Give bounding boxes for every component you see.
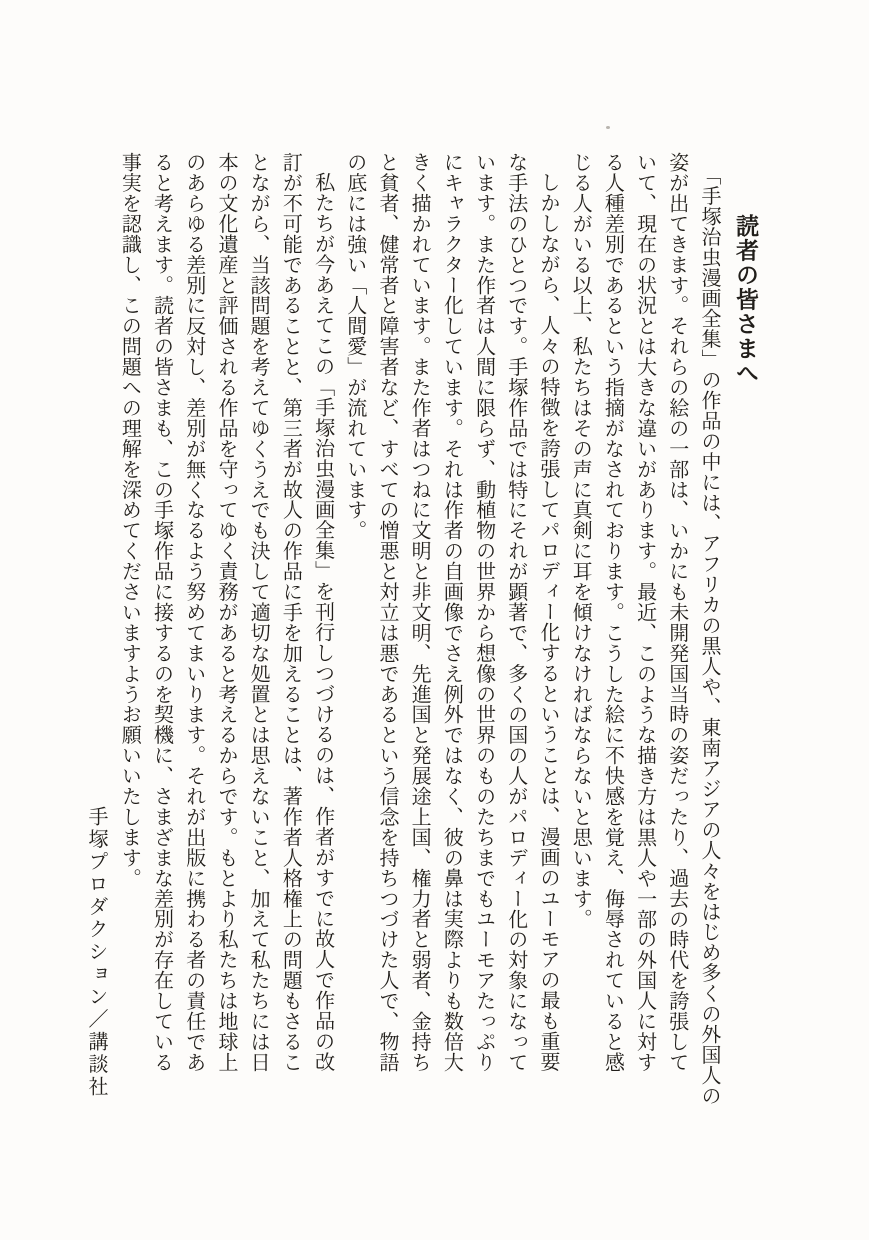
text-column: な手法のひとつです。手塚作品では特にそれが顕著で、多くの国の人がパロディー化の対象になって [504,152,527,1073]
text-column: と貧者、健常者と障害者など、すべての憎悪と対立は悪であるという信念を持ちつづけた人で、物語 [375,152,398,1073]
scan-speck [606,126,610,129]
text-column: ると考えます。読者の皆さまも、この手塚作品に接するのを契機に、さまざまな差別が存在している [150,152,173,1073]
text-column: る人種差別であるという指摘がなされております。こうした絵に不快感を覚え、侮辱されていると感 [601,152,624,1073]
text-column: にキャラクター化しています。それは作者の自画像でさえ例外ではなく、彼の鼻は実際よりも数倍大 [440,152,463,1073]
text-column: 私たちが今あえてこの「手塚治虫漫画全集」を刊行しつづけるのは、作者がすでに故人で作品の改 [311,172,334,1072]
text-column: しかしながら、人々の特徴を誇張してパロディー化するということは、漫画のユーモアの最も重要 [536,172,559,1072]
text-column: 訂が不可能であることと、第三者が故人の作品に手を加えることは、著作者人格権上の問題もさるこ [279,152,302,1073]
vertical-text-block [113,152,766,1106]
text-column: 本の文化遺産と評価される作品を守ってゆく責務があると考えるからです。もとより私たちは地球上 [214,152,237,1073]
text-column: 事実を認識し、この問題への理解を深めてくださいますようお願いいたします。 [118,152,141,889]
publisher-signature: 手塚プロダクション／講談社 [85,806,107,1099]
page-title: 読者の皆さまへ [733,214,758,386]
text-column: 「手塚治虫漫画全集」の作品の中には、アフリカの黒人や、東南アジアの人々をはじめ多くの外国人の [698,165,720,1106]
text-column: の底には強い「人間愛」が流れています。 [343,152,366,541]
text-column: 姿が出てきます。それらの絵の一部は、いかにも未開発国当時の姿だったり、過去の時代を誇張して [665,152,688,1073]
text-column: います。また作者は人間に限らず、動植物の世界から想像の世界のものたちまでもユーモアたっぷり [472,152,495,1073]
text-column: いて、現在の状況とは大きな違いがあります。最近、このような描き方は黒人や一部の外国人に対す [633,152,656,1073]
text-column: じる人がいる以上、私たちはその声に真剣に耳を傾けなければならないと思います。 [569,152,592,930]
text-column: とながら、当該問題を考えてゆくうえでも決して適切な処置とは思えないこと、加えて私たちには日 [247,152,270,1073]
text-column: きく描かれています。また作者はつねに文明と非文明、先進国と発展途上国、権力者と弱者、金持ち [408,152,431,1073]
text-column: のあらゆる差別に反対し、差別が無くなるよう努めてまいります。それが出版に携わる者の責任であ [182,152,205,1073]
